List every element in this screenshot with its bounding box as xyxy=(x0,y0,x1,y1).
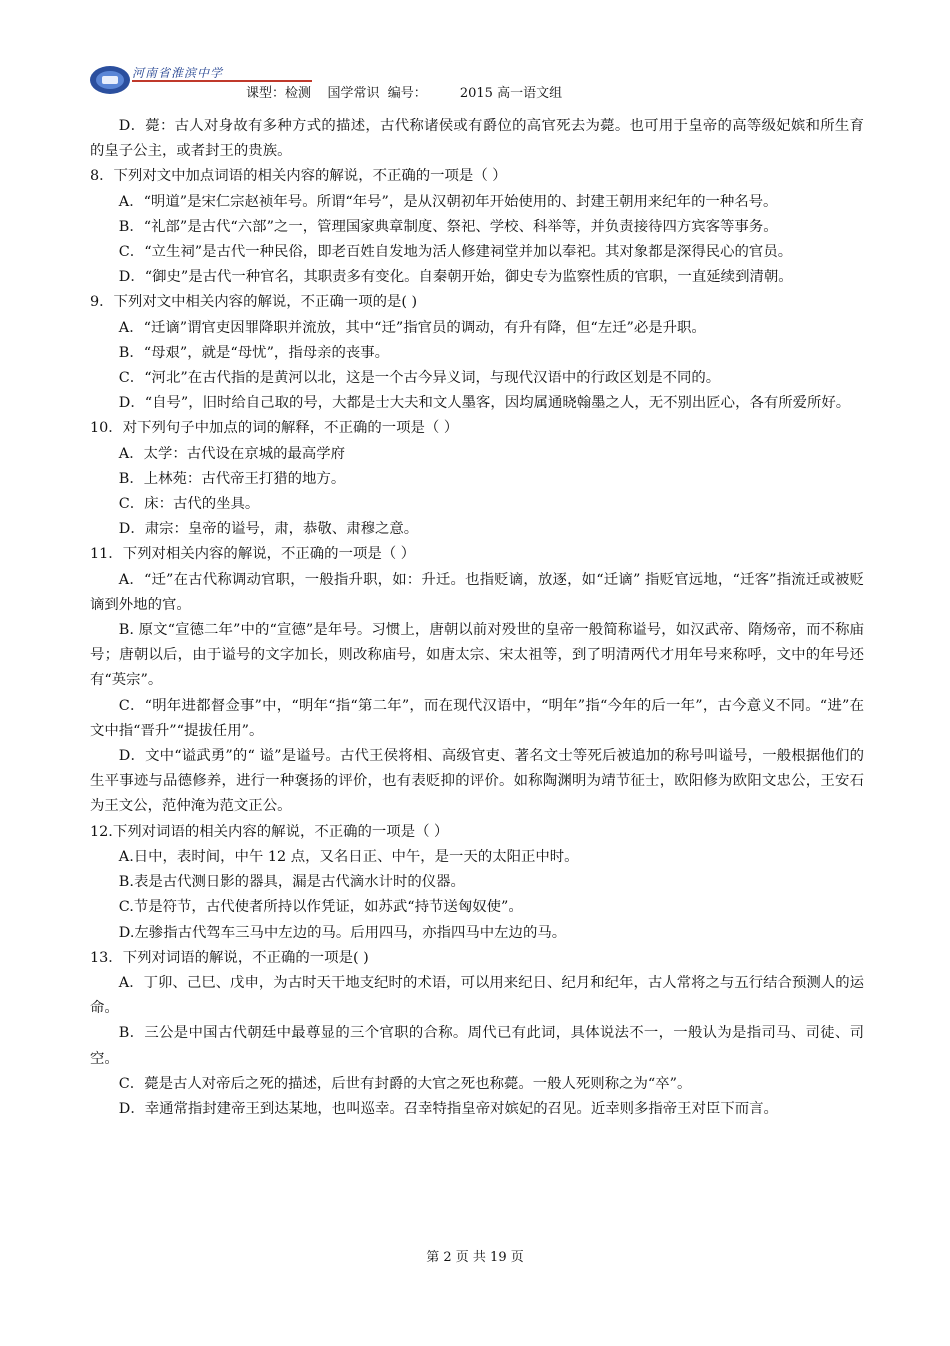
answer-option: B．三公是中国古代朝廷中最尊显的三个官职的合称。周代已有此词，具体说法不一，一般认为是指司马、司徒、司空。 xyxy=(90,1025,864,1067)
question-stem: 11．下列对相关内容的解说，不正确的一项是（ ） xyxy=(90,546,416,563)
answer-option: A．“迁”在古代称调动官职，一般指升职，如：升迁。也指贬谪，放逐，如“迁谪” 指贬官远地，“迁客”指流迁或被贬谪到外地的官。 xyxy=(90,571,864,613)
answer-option: C．床：古代的坐具。 xyxy=(118,496,260,513)
answer-option: C．薨是古人对帝后之死的描述，后世有封爵的大官之死也称薨。一般人死则称之为“卒”。 xyxy=(118,1075,692,1092)
page-number: 第 2 页 共 19 页 xyxy=(426,1250,524,1265)
answer-option: B.表是古代测日影的器具，漏是古代滴水计时的仪器。 xyxy=(118,874,465,891)
answer-option: D．幸通常指封建帝王到达某地，也叫巡幸。召幸特指皇帝对嫔妃的召见。近幸则多指帝王对臣下而言。 xyxy=(118,1100,778,1117)
header-meta: 课型：检测 国学常识 编号： 2015 高一语文组 xyxy=(246,86,563,101)
school-logo-text: 河南省淮滨中学 xyxy=(132,66,224,80)
answer-option: B．“礼部”是古代“六部”之一，管理国家典章制度、祭祀、学校、科举等，并负责接待四方宾客等事务。 xyxy=(118,218,778,235)
answer-option: D．“御史”是古代一种官名，其职责多有变化。自秦朝开始，御史专为监察性质的官职，一直延续到清朝。 xyxy=(118,269,793,286)
school-logo-icon xyxy=(88,64,132,96)
answer-option: D．“自号”，旧时给自己取的号，大都是士大夫和文人墨客，因均属通晓翰墨之人，无不别出匠心，各有所爱所好。 xyxy=(118,395,851,412)
page-header xyxy=(88,60,888,110)
answer-option: D．文中“谥武勇”的“ 谥”是谥号。古代王侯将相、高级官吏、著名文士等死后被追加的称号叫谥号，一般根据他们的生平事迹与品德修养，进行一种褒扬的评价，也有表贬抑的评价。如称陶渊明为靖节征士，欧阳修为欧阳文忠公，王安石为王文公，范仲淹为范文正公。 xyxy=(90,748,864,815)
answer-option: A．太学：古代设在京城的最高学府 xyxy=(118,445,346,462)
answer-option: A．丁卯、己巳、戊申，为古时天干地支纪时的术语，可以用来纪日、纪月和纪年，古人常将之与五行结合预测人的运命。 xyxy=(90,974,864,1017)
answer-option: B. 原文“宣德二年”中的“宣德”是年号。习惯上，唐朝以前对殁世的皇帝一般简称谥号，如汉武帝、隋炀帝，而不称庙号；唐朝以后，由于谥号的文字加长，则改称庙号，如唐太宗、宋太祖等，到了明清两代才用年号来称呼，文中的年号还有“英宗”。 xyxy=(90,622,864,689)
document-body xyxy=(90,114,864,1122)
answer-option: D.左骖指古代驾车三马中左边的马。后用四马，亦指四马中左边的马。 xyxy=(118,924,567,941)
question-stem: 9．下列对文中相关内容的解说，不正确一项的是( ) xyxy=(90,294,418,311)
answer-option: A．“迁谪”谓官吏因罪降职并流放，其中“迁”指官员的调动，有升有降，但“左迁”必是升职。 xyxy=(118,319,706,336)
answer-option: A．“明道”是宋仁宗赵祯年号。所谓“年号”，是从汉朝初年开始使用的、封建王朝用来纪年的一种名号。 xyxy=(118,193,778,210)
question-stem: 13．下列对词语的解说，不正确的一项是( ) xyxy=(90,949,369,966)
answer-option: C．“河北”在古代指的是黄河以北，这是一个古今异义词，与现代汉语中的行政区划是不同的。 xyxy=(118,370,721,387)
answer-option: A.日中，表时间，中午 12 点，又名日正、中午，是一天的太阳正中时。 xyxy=(118,848,579,865)
answer-option: B．上林苑：古代帝王打猎的地方。 xyxy=(118,470,346,487)
answer-option: D．肃宗：皇帝的谥号，肃，恭敬、肃穆之意。 xyxy=(118,521,419,538)
question-stem: 10．对下列句子中加点的词的解释，不正确的一项是（ ） xyxy=(90,420,459,437)
question-stem: 12.下列对词语的相关内容的解说，不正确的一项是（ ） xyxy=(90,823,449,840)
answer-option: B．“母艰”，就是“母忧”，指母亲的丧事。 xyxy=(118,344,390,361)
answer-option: C．“明年进都督佥事”中，“明年“指“第二年”，而在现代汉语中，“明年”指“今年的后一年”，古今意义不同。“进”在文中指“晋升”“提拔任用”。 xyxy=(90,697,864,739)
answer-option: C．“立生祠”是古代一种民俗，即老百姓自发地为活人修建祠堂并加以奉祀。其对象都是深得民心的官员。 xyxy=(118,244,793,261)
question-stem: 8．下列对文中加点词语的相关内容的解说，不正确的一项是（ ） xyxy=(90,168,507,185)
answer-option: D．薨：古人对身故有多种方式的描述，古代称诸侯或有爵位的高官死去为薨。也可用于皇帝的高等级妃嫔和所生育的皇子公主，或者封王的贵族。 xyxy=(90,118,864,160)
answer-option: C.节是符节，古代使者所持以作凭证，如苏武“持节送匈奴使”。 xyxy=(118,899,523,916)
